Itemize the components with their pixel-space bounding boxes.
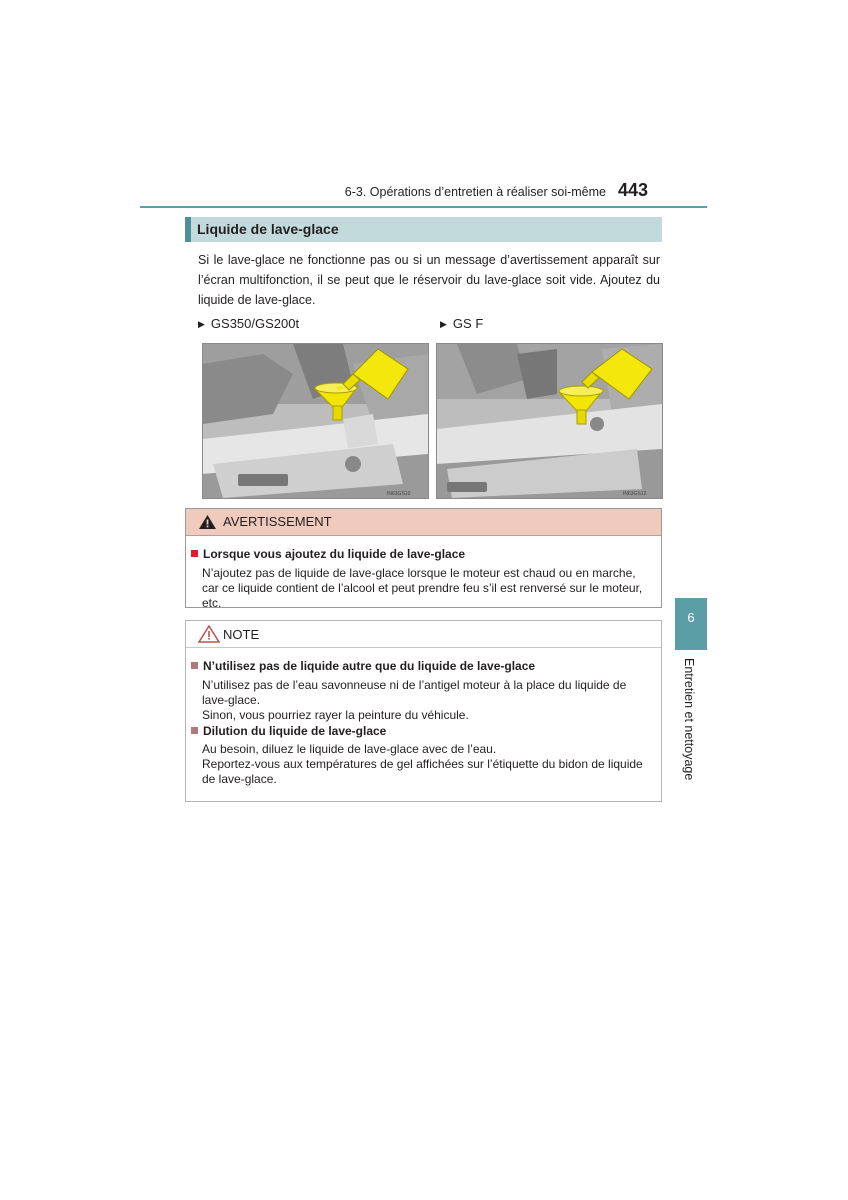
- warning-heading: AVERTISSEMENT: [223, 514, 332, 529]
- warning-header: [186, 509, 661, 536]
- triangle-bullet-icon: ▶: [198, 319, 205, 329]
- image-code: IN63GS12: [623, 491, 647, 497]
- chapter-number: 6: [687, 610, 695, 625]
- engine-bay-photo-gs350: [202, 343, 429, 499]
- section-heading-accent: [185, 217, 191, 242]
- chapter-title-vertical: [680, 658, 700, 788]
- model-label-gsf: [440, 316, 483, 331]
- square-bullet-icon: [191, 662, 198, 669]
- square-bullet-icon: [191, 727, 198, 734]
- running-header-title: 6-3. Opérations d’entretien à réaliser soi-même: [344, 185, 606, 199]
- section-title: Liquide de lave-glace: [197, 221, 339, 237]
- note-item-body: N’utilisez pas de l’eau savonneuse ni de l’antigel moteur à la place du liquide de lave-glace. Sinon, vous pourriez rayer la peinture du véhicule.: [202, 678, 627, 722]
- engine-bay-photo-gsf: [436, 343, 663, 499]
- note-header: [186, 621, 661, 648]
- note-heading: NOTE: [223, 627, 260, 642]
- warning-item-body: N’ajoutez pas de liquide de lave-glace lorsque le moteur est chaud ou en marche, car ce liquide contient de l’alcool et peut prendre feu s’il est renversé sur le moteur, etc.: [202, 566, 643, 610]
- note-box: [185, 620, 662, 802]
- page-number: 443: [618, 180, 649, 200]
- chapter-tab[interactable]: [675, 598, 707, 650]
- red-square-bullet-icon: [191, 550, 198, 557]
- note-item-title: N’utilisez pas de liquide autre que du liquide de lave-glace: [191, 659, 535, 673]
- header-divider: [140, 206, 707, 208]
- section-heading: [185, 217, 662, 242]
- note-item-title: Dilution du liquide de lave-glace: [191, 724, 386, 738]
- warning-box: [185, 508, 662, 608]
- note-item-body: Au besoin, diluez le liquide de lave-glace avec de l’eau. Reportez-vous aux températures de gel affichées sur l’étiquette du bidon de liquide de lave-glace.: [202, 742, 643, 786]
- chapter-title: Entretien et nettoyage: [682, 658, 696, 781]
- model-label-gs350: [198, 316, 299, 331]
- image-code: IN63GS10: [387, 491, 411, 497]
- warning-item-title: Lorsque vous ajoutez du liquide de lave-glace: [191, 547, 465, 561]
- model-name: GS350/GS200t: [210, 316, 300, 331]
- intro-paragraph: Si le lave-glace ne fonctionne pas ou si un message d’avertissement apparaît sur l’écran multifonction, il se peut que le réservoir du lave-glace soit vide. Ajoutez du liquide de lave-glace.: [198, 253, 660, 307]
- triangle-bullet-icon: ▶: [440, 319, 447, 329]
- model-name: GS F: [452, 316, 484, 331]
- warning-triangle-icon: [198, 514, 217, 535]
- caution-triangle-icon: [198, 625, 220, 648]
